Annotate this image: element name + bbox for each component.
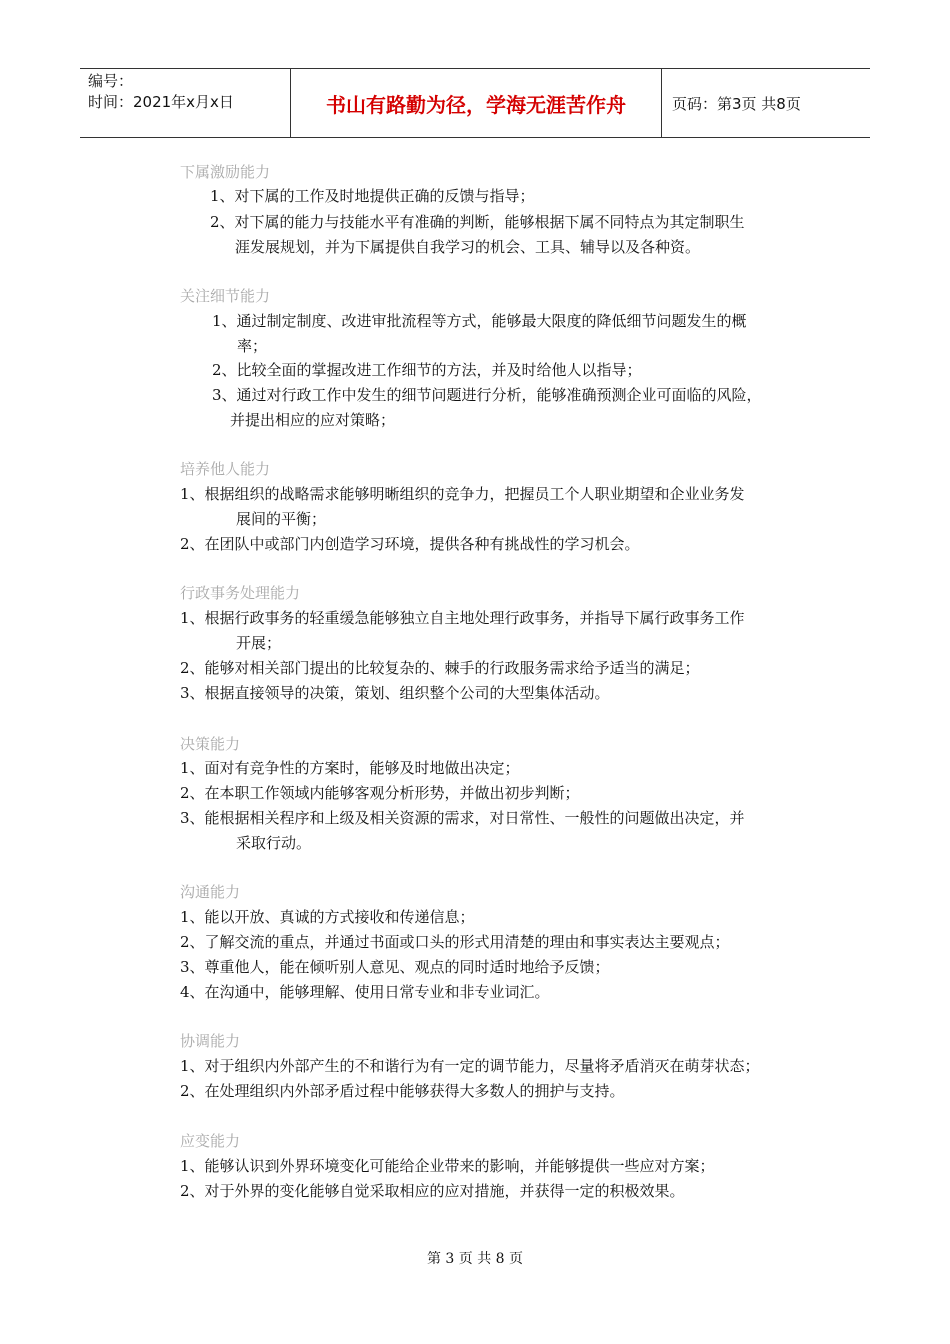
- section-title: 下属激励能力: [180, 163, 271, 181]
- list-item: 1、能够认识到外界环境变化可能给企业带来的影响，并能够提供一些应对方案；: [180, 1157, 715, 1175]
- list-item: 2、在本职工作领域内能够客观分析形势，并做出初步判断；: [180, 784, 580, 802]
- list-item: 1、对于组织内外部产生的不和谐行为有一定的调节能力，尽量将矛盾消灭在萌芽状态；: [180, 1057, 760, 1075]
- list-item-continuation: 采取行动。: [236, 834, 312, 852]
- list-item: 1、根据行政事务的轻重缓急能够独立自主地处理行政事务，并指导下属行政事务工作: [180, 609, 745, 627]
- list-item: 4、在沟通中，能够理解、使用日常专业和非专业词汇。: [180, 983, 550, 1001]
- list-item: 1、能以开放、真诚的方式接收和传递信息；: [180, 908, 475, 926]
- header-meta: [80, 69, 291, 137]
- list-item: 1、通过制定制度、改进审批流程等方式，能够最大限度的降低细节问题发生的概: [212, 312, 747, 330]
- list-item: 2、能够对相关部门提出的比较复杂的、棘手的行政服务需求给予适当的满足；: [180, 659, 700, 677]
- section-title: 培养他人能力: [180, 460, 271, 478]
- list-item: 2、对下属的能力与技能水平有准确的判断，能够根据下属不同特点为其定制职生: [210, 213, 745, 231]
- list-item: 1、对下属的工作及时地提供正确的反馈与指导；: [210, 187, 535, 205]
- list-item: 2、在团队中或部门内创造学习环境，提供各种有挑战性的学习机会。: [180, 535, 640, 553]
- page-header: [80, 68, 870, 138]
- list-item: 2、对于外界的变化能够自觉采取相应的应对措施，并获得一定的积极效果。: [180, 1182, 685, 1200]
- section-title: 决策能力: [180, 735, 241, 753]
- list-item: 2、了解交流的重点，并通过书面或口头的形式用清楚的理由和事实表达主要观点；: [180, 933, 730, 951]
- list-item: 3、能根据相关程序和上级及相关资源的需求，对日常性、一般性的问题做出决定，并: [180, 809, 745, 827]
- number-label: 编号：: [88, 72, 134, 90]
- list-item-continuation: 涯发展规划，并为下属提供自我学习的机会、工具、辅导以及各种资。: [235, 238, 701, 256]
- section-title: 应变能力: [180, 1132, 241, 1150]
- section-title: 行政事务处理能力: [180, 584, 301, 602]
- list-item: 3、尊重他人，能在倾听别人意见、观点的同时适时地给予反馈；: [180, 958, 610, 976]
- date-label: 时间：2021年x月x日: [88, 93, 234, 111]
- section-title: 协调能力: [180, 1032, 241, 1050]
- header-page-label: 页码：第3页 共8页: [672, 94, 801, 113]
- header-motto: 书山有路勤为径，学海无涯苦作舟: [291, 69, 662, 137]
- section-title: 沟通能力: [180, 883, 241, 901]
- list-item-continuation: 并提出相应的应对策略；: [230, 411, 396, 429]
- list-item-continuation: 开展；: [236, 634, 282, 652]
- list-item: 2、在处理组织内外部矛盾过程中能够获得大多数人的拥护与支持。: [180, 1082, 625, 1100]
- page-footer: 第 3 页 共 8 页: [426, 1251, 524, 1267]
- list-item: 3、根据直接领导的决策，策划、组织整个公司的大型集体活动。: [180, 684, 610, 702]
- list-item-continuation: 展间的平衡；: [236, 510, 327, 528]
- list-item: 2、比较全面的掌握改进工作细节的方法，并及时给他人以指导；: [212, 361, 642, 379]
- list-item: 3、通过对行政工作中发生的细节问题进行分析，能够准确预测企业可面临的风险，: [212, 386, 762, 404]
- section-title: 关注细节能力: [180, 287, 271, 305]
- list-item: 1、根据组织的战略需求能够明晰组织的竞争力，把握员工个人职业期望和企业业务发: [180, 485, 745, 503]
- list-item-continuation: 率；: [237, 337, 268, 355]
- list-item: 1、面对有竞争性的方案时，能够及时地做出决定；: [180, 759, 520, 777]
